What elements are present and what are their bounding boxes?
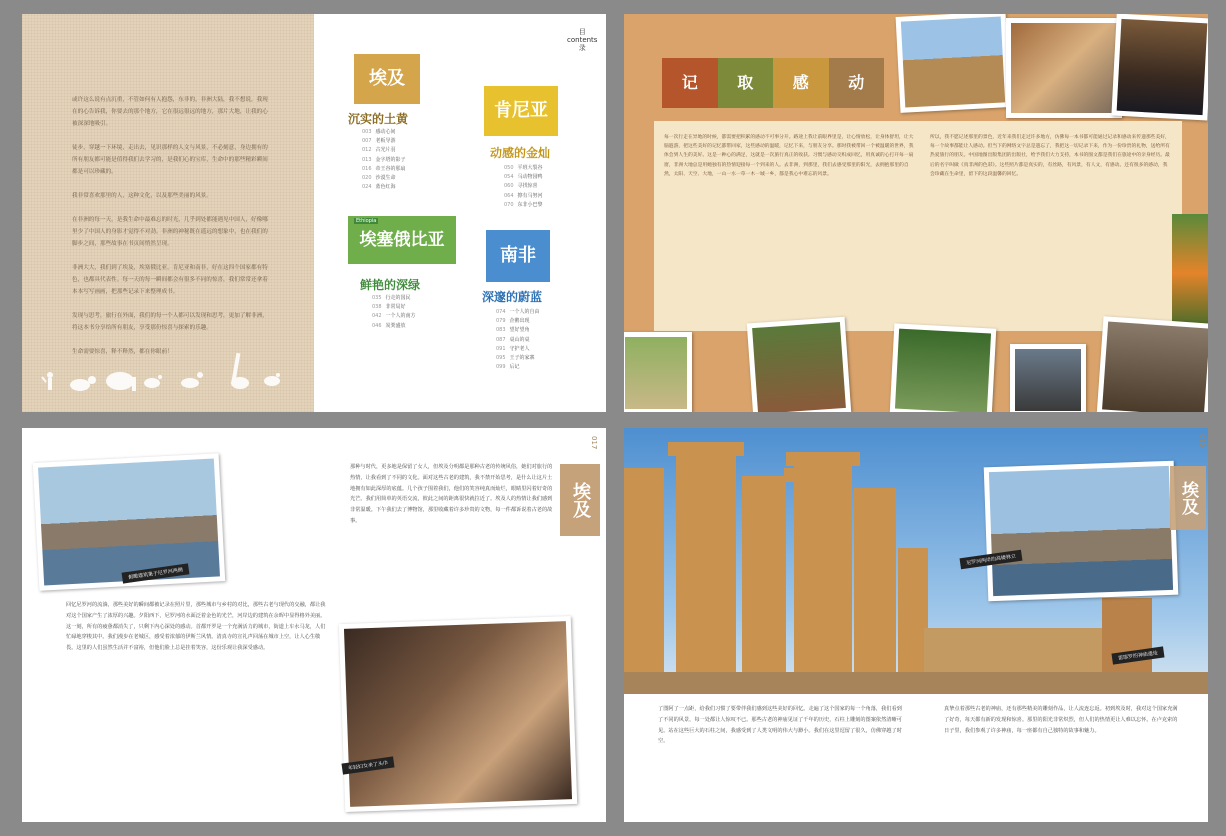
toc-item[interactable]: 087 桌山的桌 bbox=[496, 336, 530, 343]
toc-item[interactable]: 013 金字塔的影子 bbox=[362, 156, 406, 163]
intro-paragraph: 或许这么说有点沉重，不管如何有人抱怨，东非的，非洲大陆，我不想说，我现在的心告诉我，你要去的那个地方，它在很远很远的地方，那片大地，让我的心被深深地吸引。 bbox=[72, 97, 268, 127]
intro-paragraph: 徒步，穿越一下环境，走出去，见识那样的人文与风景，不必刻意，身边拥有的所有朋友都可能是值得我们去学习的，是我们心的宝库，生命中的那些精彩瞬间都是可以珍藏的。 bbox=[72, 145, 268, 175]
caption-cairo-tower: 尼罗河两岸的高楼林立 bbox=[960, 550, 1023, 570]
photo-woman-hijab bbox=[339, 616, 577, 812]
toc-egypt-title[interactable]: 埃及 bbox=[354, 54, 420, 104]
article-column-2: 所以，我不愿记述那里的景色，近年来我们走过许多地方，仿佛每一本书都可能通过记录和感动来传递那些美好，每一个故事都能让人感动。但当下的网络文字总是遗忘了，我把这一切记录下来，作为一份珍贵的礼物，送给所有热爱旅行的朋友。中国地图出版集团的出版社，给予我们大力支持，本书的图文都是我们在旅途中的亲身经历。最后的名字叫做《真非洲的色彩》。这些照片都是真实的，有丝路，有风景，有人文，有感动。还有很多的感动，我会珍藏在生命里，留下的这段温馨的回忆。 bbox=[930, 135, 1170, 177]
toc-item[interactable]: 024 蓝色红海 bbox=[362, 184, 396, 191]
intro-paragraph: 我非常喜欢那里的人，这种文化，以及那些美丽的风景。 bbox=[72, 193, 212, 199]
toc-kenya-list bbox=[504, 164, 543, 210]
photo-monkey bbox=[890, 323, 997, 412]
toc-item[interactable]: 050 平班大裂谷 bbox=[504, 165, 543, 171]
toc-item[interactable]: 035 行走的国民 bbox=[372, 295, 411, 301]
photo-travelers bbox=[747, 317, 851, 412]
article-text bbox=[654, 121, 1182, 331]
egypt-side-label: 埃及 bbox=[560, 464, 600, 536]
toc-item[interactable]: 083 望好望角 bbox=[496, 327, 530, 334]
heading-char: 取 bbox=[718, 58, 774, 108]
toc-ethiopia-badge: Ethiopia bbox=[356, 218, 377, 224]
intro-paragraph: 发现与思考，旅行在外面，我们的每一个人都可以发现和思考，更加了解非洲，将这本书分享给所有朋友，享受那份惊喜与探索的乐趣。 bbox=[72, 313, 268, 331]
caption-nile-skyline: 俯瞰建筑集于尼罗河两侧 bbox=[122, 563, 190, 583]
article-column-left: 回忆尼罗河的流淌，那些美好的瞬间都被记录在照片里，那些城市与乡村的对比，那些古老与现代的交融，都让我对这个国家产生了浓厚的兴趣。夕阳西下，尼罗河的水面泛着金色的光芒，河岸边的建筑在余晖中显得格外美丽。这一刻，所有的疲惫都消失了，只剩下内心深处的感动。首都开罗是一个充满活力的城市，街道上车水马龙，人们忙碌地穿梭其中。我们漫步在老城区，感受着浓郁的伊斯兰风情。清真寺的宣礼声回荡在城市上空，让人心生敬畏。这里的人们虽然生活并不富裕，但他们脸上总是挂着笑容，这份乐观让我深受感动。 bbox=[66, 602, 326, 652]
article-column-top: 那种与时代，更多地是保留了女人，但埃及分明都是那种古老的传统风俗，她们对旅行的热情，让我看到了不同的文化。面对这些古老的建筑，我不禁开始思考，是什么让这片土地拥有如此深厚的底蕴。几个孩子围着我们，他们的笑容纯真而灿烂，眼睛里闪着好奇的光芒。我们用简单的英语交流，彼此之间的距离很快就拉近了。埃及人的热情让我们感到非常温暖。下午我们去了博物馆，那里收藏着许多珍贵的文物，每一件都诉说着古老的故事。 bbox=[350, 464, 553, 524]
photo-cart bbox=[1006, 18, 1122, 118]
intro-paragraph: 非洲大大，我们到了埃及，埃塞俄比亚，肯尼亚和南非，好在这四个国家都有特色，也都具代表性。每一天的每一瞬间都会有很多不同的惊喜，我们常常还拿着本本写写画画，把那些记录下来整理成书。 bbox=[72, 265, 268, 295]
article-column-1: 每一次行走在异地的时候，都需要把积累的感动不可事分开。路途上我让前眼界里是，让心情放松，让身体舒坦，让大脑遐游，把这些美好的记忆都带回家，这些感动的温暖，记忆下来，与朋友分享。那时我被带回一个被温暖的世界，我体会到人生的美好。这是一种心的满足，这就是一次旅行真正的收获。习惯与感动交织成回忆，用真诚的心打开每一扇窗，非洲大地总是用她独有的热情迎接每一个到来的人。去非洲，到那里，我们去感受那里的阳光，去拥抱那里的自然，太阳、天空、大地，一山一水一草一木一城一乡，都是我心中难忘的风景。 bbox=[664, 135, 914, 177]
intro-paragraph: 生命需要惊喜，释不释然，都在你眼前！ bbox=[72, 349, 173, 355]
toc-item[interactable]: 012 古光片羽 bbox=[362, 147, 396, 154]
page-number: 017 bbox=[590, 436, 598, 450]
photo-giraffe bbox=[896, 14, 1011, 113]
contents-title: 目 contents 录 bbox=[567, 28, 598, 52]
article-column-2: 真挚点着那些古老的神庙，还有那些精美的雕刻作品，让人流连忘返。初到埃及时，我对这个国家充满了好奇，每天都有新的发现和惊喜。那里的阳光非常炽烈，但人们的热情更让人难以忘怀。在卢克索的日子里，我们参观了许多神庙，每一座都有自己独特的故事和魅力。 bbox=[944, 706, 1178, 734]
toc-ethiopia-list bbox=[372, 294, 416, 331]
photo-village bbox=[1097, 316, 1208, 412]
article-column-1: 了图阿了一点距，给我们习惯了要带伴我们感到这些美好的回忆。走遍了这个国家的每一个角落，我们看到了不同的风景，每一处都让人惊叹不已。那些古老的神庙见证了千年的历史，石柱上雕刻的图案依然清晰可见。站在这些巨大的石柱之间，我感受到了人类文明的伟大与渺小。我们在这里逗留了很久，仿佛穿越了时空。 bbox=[658, 706, 902, 745]
toc-ethiopia-subtitle: 鲜艳的深绿 bbox=[360, 278, 421, 292]
toc-egypt-subtitle: 沉实的土黄 bbox=[348, 112, 409, 126]
intro-paragraph: 在非洲的每一天，是我生命中最难忘的时光，几乎到处都能遇见中国人，好像哪里少了中国人的身影才觉得不对劲。非洲的神秘既在遥远的想象中，也在我们的脚步之间，那些故事在书页间悄然呈现。 bbox=[72, 217, 268, 247]
toc-kenya-subtitle: 动感的金灿 bbox=[490, 146, 551, 160]
toc-item[interactable]: 070 东非小巴黎 bbox=[504, 201, 543, 208]
spread-remember-moments bbox=[624, 14, 1208, 412]
toc-item[interactable]: 064 擦有马努河 bbox=[504, 192, 543, 199]
heading-char: 动 bbox=[829, 58, 885, 108]
spread-egypt-temple bbox=[624, 428, 1208, 822]
toc-item[interactable]: 074 一个人的自由 bbox=[496, 309, 540, 315]
animal-silhouettes-icon bbox=[40, 347, 280, 399]
toc-item[interactable]: 054 马动物园鸭 bbox=[504, 174, 543, 181]
toc-item[interactable]: 007 老板导游 bbox=[362, 138, 396, 145]
toc-item[interactable]: 042 一个人的南方 bbox=[372, 313, 416, 320]
spread-egypt-article bbox=[22, 428, 606, 822]
caption-woman: 年轻妇女来了头巾 bbox=[341, 756, 394, 774]
photo-nile-skyline bbox=[33, 453, 225, 591]
toc-egypt-list bbox=[362, 128, 406, 192]
toc-item[interactable]: 038 非常局好 bbox=[372, 304, 406, 311]
toc-item[interactable]: 003 感动心间 bbox=[362, 129, 396, 135]
photo-bird-of-paradise bbox=[1172, 214, 1208, 332]
toc-item[interactable]: 079 企鹅出现 bbox=[496, 318, 530, 325]
heading-char: 记 bbox=[662, 58, 718, 108]
egypt-side-label: 埃及 bbox=[1170, 466, 1206, 530]
toc-item[interactable]: 016 帝王谷的那扇 bbox=[362, 165, 406, 172]
page-number: 010 bbox=[1198, 434, 1206, 448]
toc-kenya-title[interactable]: 肯尼亚 bbox=[484, 86, 558, 136]
toc-item[interactable]: 095 王子的家寨 bbox=[496, 355, 535, 362]
photo-men bbox=[1111, 14, 1208, 120]
photo-local-man bbox=[1010, 344, 1086, 412]
toc-item[interactable]: 060 寻找惊喜 bbox=[504, 183, 538, 190]
toc-ethiopia-title[interactable]: 埃塞俄比亚 bbox=[348, 216, 456, 264]
toc-item[interactable]: 091 守护老人 bbox=[496, 345, 530, 352]
toc-south-africa-title[interactable]: 南非 bbox=[486, 230, 550, 282]
heading-band bbox=[662, 58, 884, 108]
intro-page bbox=[22, 14, 314, 412]
heading-char: 感 bbox=[773, 58, 829, 108]
intro-text bbox=[72, 94, 270, 370]
photo-zebra bbox=[624, 332, 692, 412]
photo-cairo-tower bbox=[984, 461, 1179, 602]
spread-contents bbox=[22, 14, 606, 412]
toc-item[interactable]: 046 炭粪盛放 bbox=[372, 322, 406, 329]
toc-south-africa-subtitle: 深邃的蔚蓝 bbox=[482, 290, 543, 304]
toc-item[interactable]: 099 后记 bbox=[496, 364, 520, 371]
toc-item[interactable]: 020 沙漠生命 bbox=[362, 175, 396, 182]
caption-temple: 雷耶罗的神庙遗址 bbox=[1111, 646, 1164, 664]
toc-south-africa-list bbox=[496, 308, 540, 372]
